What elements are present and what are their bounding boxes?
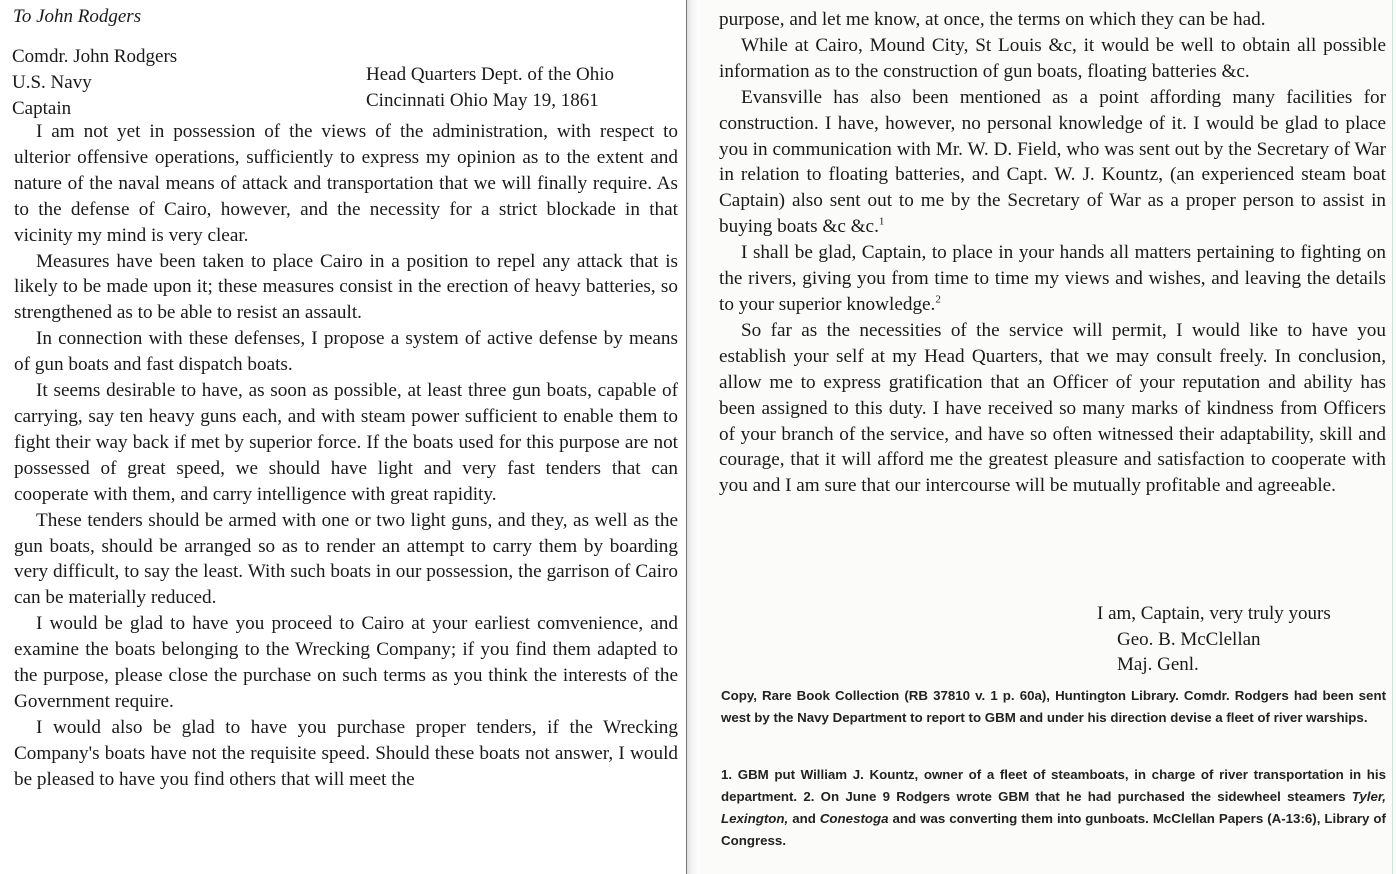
paragraph	[719, 85, 1386, 240]
paragraph-text: I shall be glad, Captain, to place in your hands all matters pertaining to fighting on the rivers, giving you from time to time my views and wishes, and leaving the details to your superior knowledge.	[719, 242, 1386, 315]
paragraph: These tenders should be armed with one or two light guns, and they, as well as the gun boats, should be arranged so as to render an attempt to carry them by boarding very difficult, to say the least. With such boats in our possession, the garrison of Cairo can be materially reduced.	[14, 509, 678, 609]
addressee-rank: Captain	[12, 98, 72, 119]
letter-closing	[1097, 601, 1331, 678]
ship-name: Conestoga	[819, 811, 889, 826]
letter-body-left	[14, 119, 678, 793]
paragraph: I would be glad to have you proceed to Cairo at your earliest comvenience, and examine the boats belonging to the Wrecking Company; if you find them adapted to the purpose, please close the purchase on such terms as you think the interests of the Government require.	[14, 613, 678, 712]
paragraph	[719, 240, 1386, 318]
paragraph: I would also be glad to have you purchase proper tenders, if the Wrecking Company's boats have not the requisite speed. Should these boats not answer, I would be pleased to have you find others that will meet the	[14, 716, 678, 790]
signature-rank: Maj. Genl.	[1117, 654, 1199, 675]
footnote-ref-1: 1	[878, 215, 885, 228]
gutter-divider	[686, 0, 687, 874]
addressee-name: Comdr. John Rodgers	[12, 46, 178, 67]
closing-salutation: I am, Captain, very truly yours	[1097, 603, 1331, 624]
left-page	[0, 0, 686, 874]
source-note-text: Copy, Rare Book Collection (RB 37810 v. 1 p. 60a), Huntington Library. Comdr. Rodgers had been sent west by the Navy Department to report to GBM and under his direction devise a fleet of river warships.	[721, 688, 1386, 725]
footnote-part: 1. GBM put William J. Kountz, owner of a fleet of steamboats, in charge of river transportation in his department. 2. On June 9 Rodgers wrote GBM that he had purchased the sidewheel steamers	[721, 767, 1386, 804]
footnote-text	[721, 764, 1386, 852]
letter-heading: To John Rodgers	[13, 6, 142, 27]
graph-paper-line	[1392, 0, 1393, 874]
paragraph: Measures have been taken to place Cairo in a position to repel any attack that is likely to be made upon it; these measures consist in the erection of heavy batteries, so strengthened as to be able to resist an assault.	[14, 250, 678, 324]
paragraph: I am not yet in possession of the views of the administration, with respect to ulterior offensive operations, sufficiently to express my opinion as to the extent and nature of the naval means of attack and transportation that we will finally require. As to the defense of Cairo, however, and the necessity for a strict blockade in that vicinity my mind is very clear.	[14, 121, 678, 246]
paragraph: While at Cairo, Mound City, St Louis &c, it would be well to obtain all possible information as to the construction of gun boats, floating batteries &c.	[719, 34, 1386, 82]
addressee-service: U.S. Navy	[12, 72, 92, 93]
paragraph: In connection with these defenses, I propose a system of active defense by means of gun boats and fast dispatch boats.	[14, 328, 678, 376]
paragraph-text: Evansville has also been mentioned as a point affording many facilities for construction. I have, however, no personal knowledge of it. I would be glad to place you in communication with Mr. W. D. Field, who was sent out by the Secretary of War in relation to floating batteries, and Capt. W. J. Kountz, (an experienced steam boat Captain) also sent out to me by the Secretary of War as a proper person to assist in buying boats &c &c.	[719, 86, 1386, 238]
source-note	[721, 685, 1386, 729]
dateline-date: Cincinnati Ohio May 19, 1861	[366, 90, 599, 111]
paragraph: It seems desirable to have, as soon as possible, at least three gun boats, capable of carrying, say ten heavy guns each, and with steam power sufficient to enable them to fight their way back if met by superior force. If the boats used for this purpose are not possessed of great speed, we should have light and very fast tenders that can cooperate with them, and carry intelligence with great rapidity.	[14, 380, 678, 505]
letter-body-right	[719, 7, 1386, 499]
signature-name: Geo. B. McClellan	[1117, 628, 1261, 650]
paragraph-continuation: purpose, and let me know, at once, the terms on which they can be had.	[719, 9, 1266, 30]
footnote-part: and	[792, 811, 816, 826]
footnote-part: and was converting them into gunboats. McClellan Papers (A-13:6), Library of Congress.	[721, 811, 1386, 848]
addressee-block	[12, 44, 177, 122]
footnotes	[721, 764, 1386, 852]
footnote-ref-2: 2	[935, 293, 941, 306]
dateline-place: Head Quarters Dept. of the Ohio	[366, 64, 614, 85]
ship-names: Tyler, Lexington,	[721, 789, 1386, 826]
paragraph: So far as the necessities of the service will permit, I would like to have you establish your self at my Head Quarters, that we may consult freely. In conclusion, allow me to express gratification that an Officer of your reputation and ability has been assigned to this duty. I have received so many marks of kindness from Officers of your branch of the service, and have so often witnessed their adaptability, skill and courage, that it will afford me the greatest pleasure and satisfaction to cooperate with you and I am sure that our intercourse will be mutually profitable and agreeable.	[719, 319, 1386, 497]
book-gutter	[686, 0, 700, 874]
dateline-block	[366, 62, 614, 114]
